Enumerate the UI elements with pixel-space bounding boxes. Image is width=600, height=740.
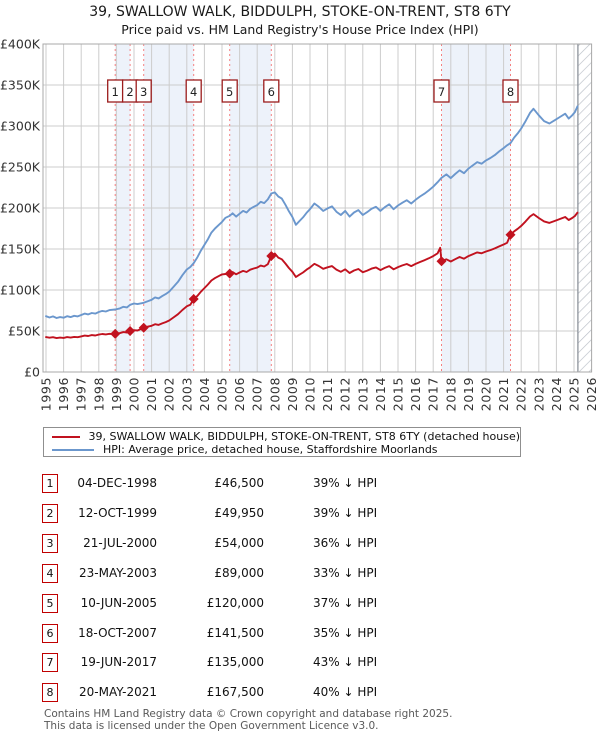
legend-label: 39, SWALLOW WALK, BIDDULPH, STOKE-ON-TRENT, ST8 6TY (detached house) (88, 430, 520, 443)
row-vs-hpi: 36% ↓ HPI (313, 536, 378, 550)
sale-number-label: 1 (111, 85, 119, 99)
table-row (42, 653, 562, 675)
row-number-badge: 5 (42, 594, 58, 613)
x-tick-label: 1998 (91, 377, 107, 412)
sales-table (42, 474, 562, 706)
x-tick-label: 2009 (284, 377, 300, 412)
x-tick-label: 2015 (390, 377, 406, 412)
footer-line2: This data is licensed under the Open Government Licence v3.0. (44, 719, 379, 732)
sale-number-label: 5 (226, 85, 234, 99)
x-tick-label: 1997 (73, 377, 89, 412)
row-price: £120,000 (206, 596, 264, 610)
y-tick-label: £0 (24, 364, 40, 380)
sale-number-label: 4 (190, 85, 198, 99)
y-tick-label: £300K (0, 118, 40, 134)
x-tick-label: 2005 (214, 377, 230, 412)
row-number-badge: 8 (42, 683, 58, 702)
x-tick-label: 2002 (161, 377, 177, 412)
legend-row (44, 443, 520, 456)
x-tick-label: 2021 (496, 377, 512, 412)
page-subtitle: Price paid vs. HM Land Registry's House Price Index (HPI) (121, 22, 479, 37)
y-tick-label: £350K (0, 77, 40, 93)
row-vs-hpi: 33% ↓ HPI (313, 566, 378, 580)
page-title: 39, SWALLOW WALK, BIDDULPH, STOKE-ON-TRENT, ST8 6TY (89, 4, 511, 20)
row-number-badge: 1 (42, 474, 58, 493)
row-date: 23-MAY-2003 (78, 566, 157, 580)
x-tick-label: 2008 (267, 377, 283, 412)
x-tick-label: 2026 (584, 377, 600, 412)
y-tick-label: £50K (7, 323, 40, 339)
row-vs-hpi: 43% ↓ HPI (313, 655, 378, 669)
x-tick-label: 2022 (513, 377, 529, 412)
sale-number-label: 3 (140, 85, 148, 99)
row-vs-hpi: 35% ↓ HPI (313, 626, 378, 640)
row-date: 04-DEC-1998 (77, 476, 157, 490)
footer-line1: Contains HM Land Registry data © Crown copyright and database right 2025. (44, 708, 453, 720)
sale-number-label: 6 (267, 85, 275, 99)
chart-legend (43, 427, 521, 457)
table-row (42, 504, 562, 526)
row-date: 10-JUN-2005 (80, 596, 157, 610)
x-tick-label: 2017 (425, 377, 441, 412)
x-tick-label: 2024 (548, 377, 564, 412)
license-footer (44, 709, 584, 732)
x-tick-label: 2003 (179, 377, 195, 412)
x-tick-label: 2004 (196, 377, 212, 412)
y-tick-label: £100K (0, 282, 40, 298)
x-tick-label: 1996 (56, 377, 72, 412)
table-row (42, 474, 562, 496)
row-date: 18-OCT-2007 (78, 626, 157, 640)
row-price: £89,000 (214, 566, 264, 580)
x-tick-label: 2011 (320, 377, 336, 412)
x-tick-label: 2023 (531, 377, 547, 412)
legend-line-swatch (52, 436, 80, 438)
row-number-badge: 2 (42, 504, 58, 523)
row-price: £54,000 (214, 536, 264, 550)
row-price: £135,000 (206, 655, 264, 669)
x-tick-label: 2016 (408, 377, 424, 412)
row-price: £141,500 (206, 626, 264, 640)
row-vs-hpi: 39% ↓ HPI (313, 506, 378, 520)
x-tick-label: 1999 (108, 377, 124, 412)
legend-label: HPI: Average price, detached house, Staffordshire Moorlands (103, 443, 438, 456)
row-date: 21-JUL-2000 (83, 536, 157, 550)
row-vs-hpi: 39% ↓ HPI (313, 476, 378, 490)
y-tick-label: £400K (0, 36, 40, 52)
row-number-badge: 6 (42, 624, 58, 643)
row-number-badge: 4 (42, 564, 58, 583)
row-vs-hpi: 40% ↓ HPI (313, 685, 378, 699)
row-vs-hpi: 37% ↓ HPI (313, 596, 378, 610)
table-row (42, 624, 562, 646)
row-date: 19-JUN-2017 (80, 655, 157, 669)
table-row (42, 534, 562, 556)
x-tick-label: 2007 (249, 377, 265, 412)
row-price: £46,500 (214, 476, 264, 490)
y-tick-label: £250K (0, 159, 40, 175)
x-tick-label: 2006 (232, 377, 248, 412)
x-tick-label: 2010 (302, 377, 318, 412)
x-tick-label: 2020 (478, 377, 494, 412)
row-date: 12-OCT-1999 (78, 506, 157, 520)
x-tick-label: 2000 (126, 377, 142, 412)
x-tick-label: 2018 (443, 377, 459, 412)
x-tick-label: 2013 (355, 377, 371, 412)
sale-number-label: 7 (437, 85, 446, 99)
sale-number-label: 8 (506, 85, 515, 99)
x-tick-label: 2025 (566, 377, 582, 412)
x-tick-label: 1995 (38, 377, 54, 412)
table-row (42, 683, 562, 705)
future-hatch (578, 44, 592, 372)
x-tick-label: 2014 (372, 377, 388, 412)
sale-number-label: 2 (126, 85, 134, 99)
table-row (42, 594, 562, 616)
x-tick-label: 2001 (144, 377, 160, 412)
row-price: £49,950 (214, 506, 264, 520)
legend-line-swatch (52, 449, 94, 451)
row-number-badge: 7 (42, 653, 58, 672)
row-price: £167,500 (206, 685, 264, 699)
x-tick-label: 2012 (337, 377, 353, 412)
x-tick-label: 2019 (460, 377, 476, 412)
y-tick-label: £150K (0, 241, 40, 257)
y-tick-label: £200K (0, 200, 40, 216)
table-row (42, 564, 562, 586)
legend-row (44, 430, 520, 443)
row-number-badge: 3 (42, 534, 58, 553)
row-date: 20-MAY-2021 (78, 685, 157, 699)
